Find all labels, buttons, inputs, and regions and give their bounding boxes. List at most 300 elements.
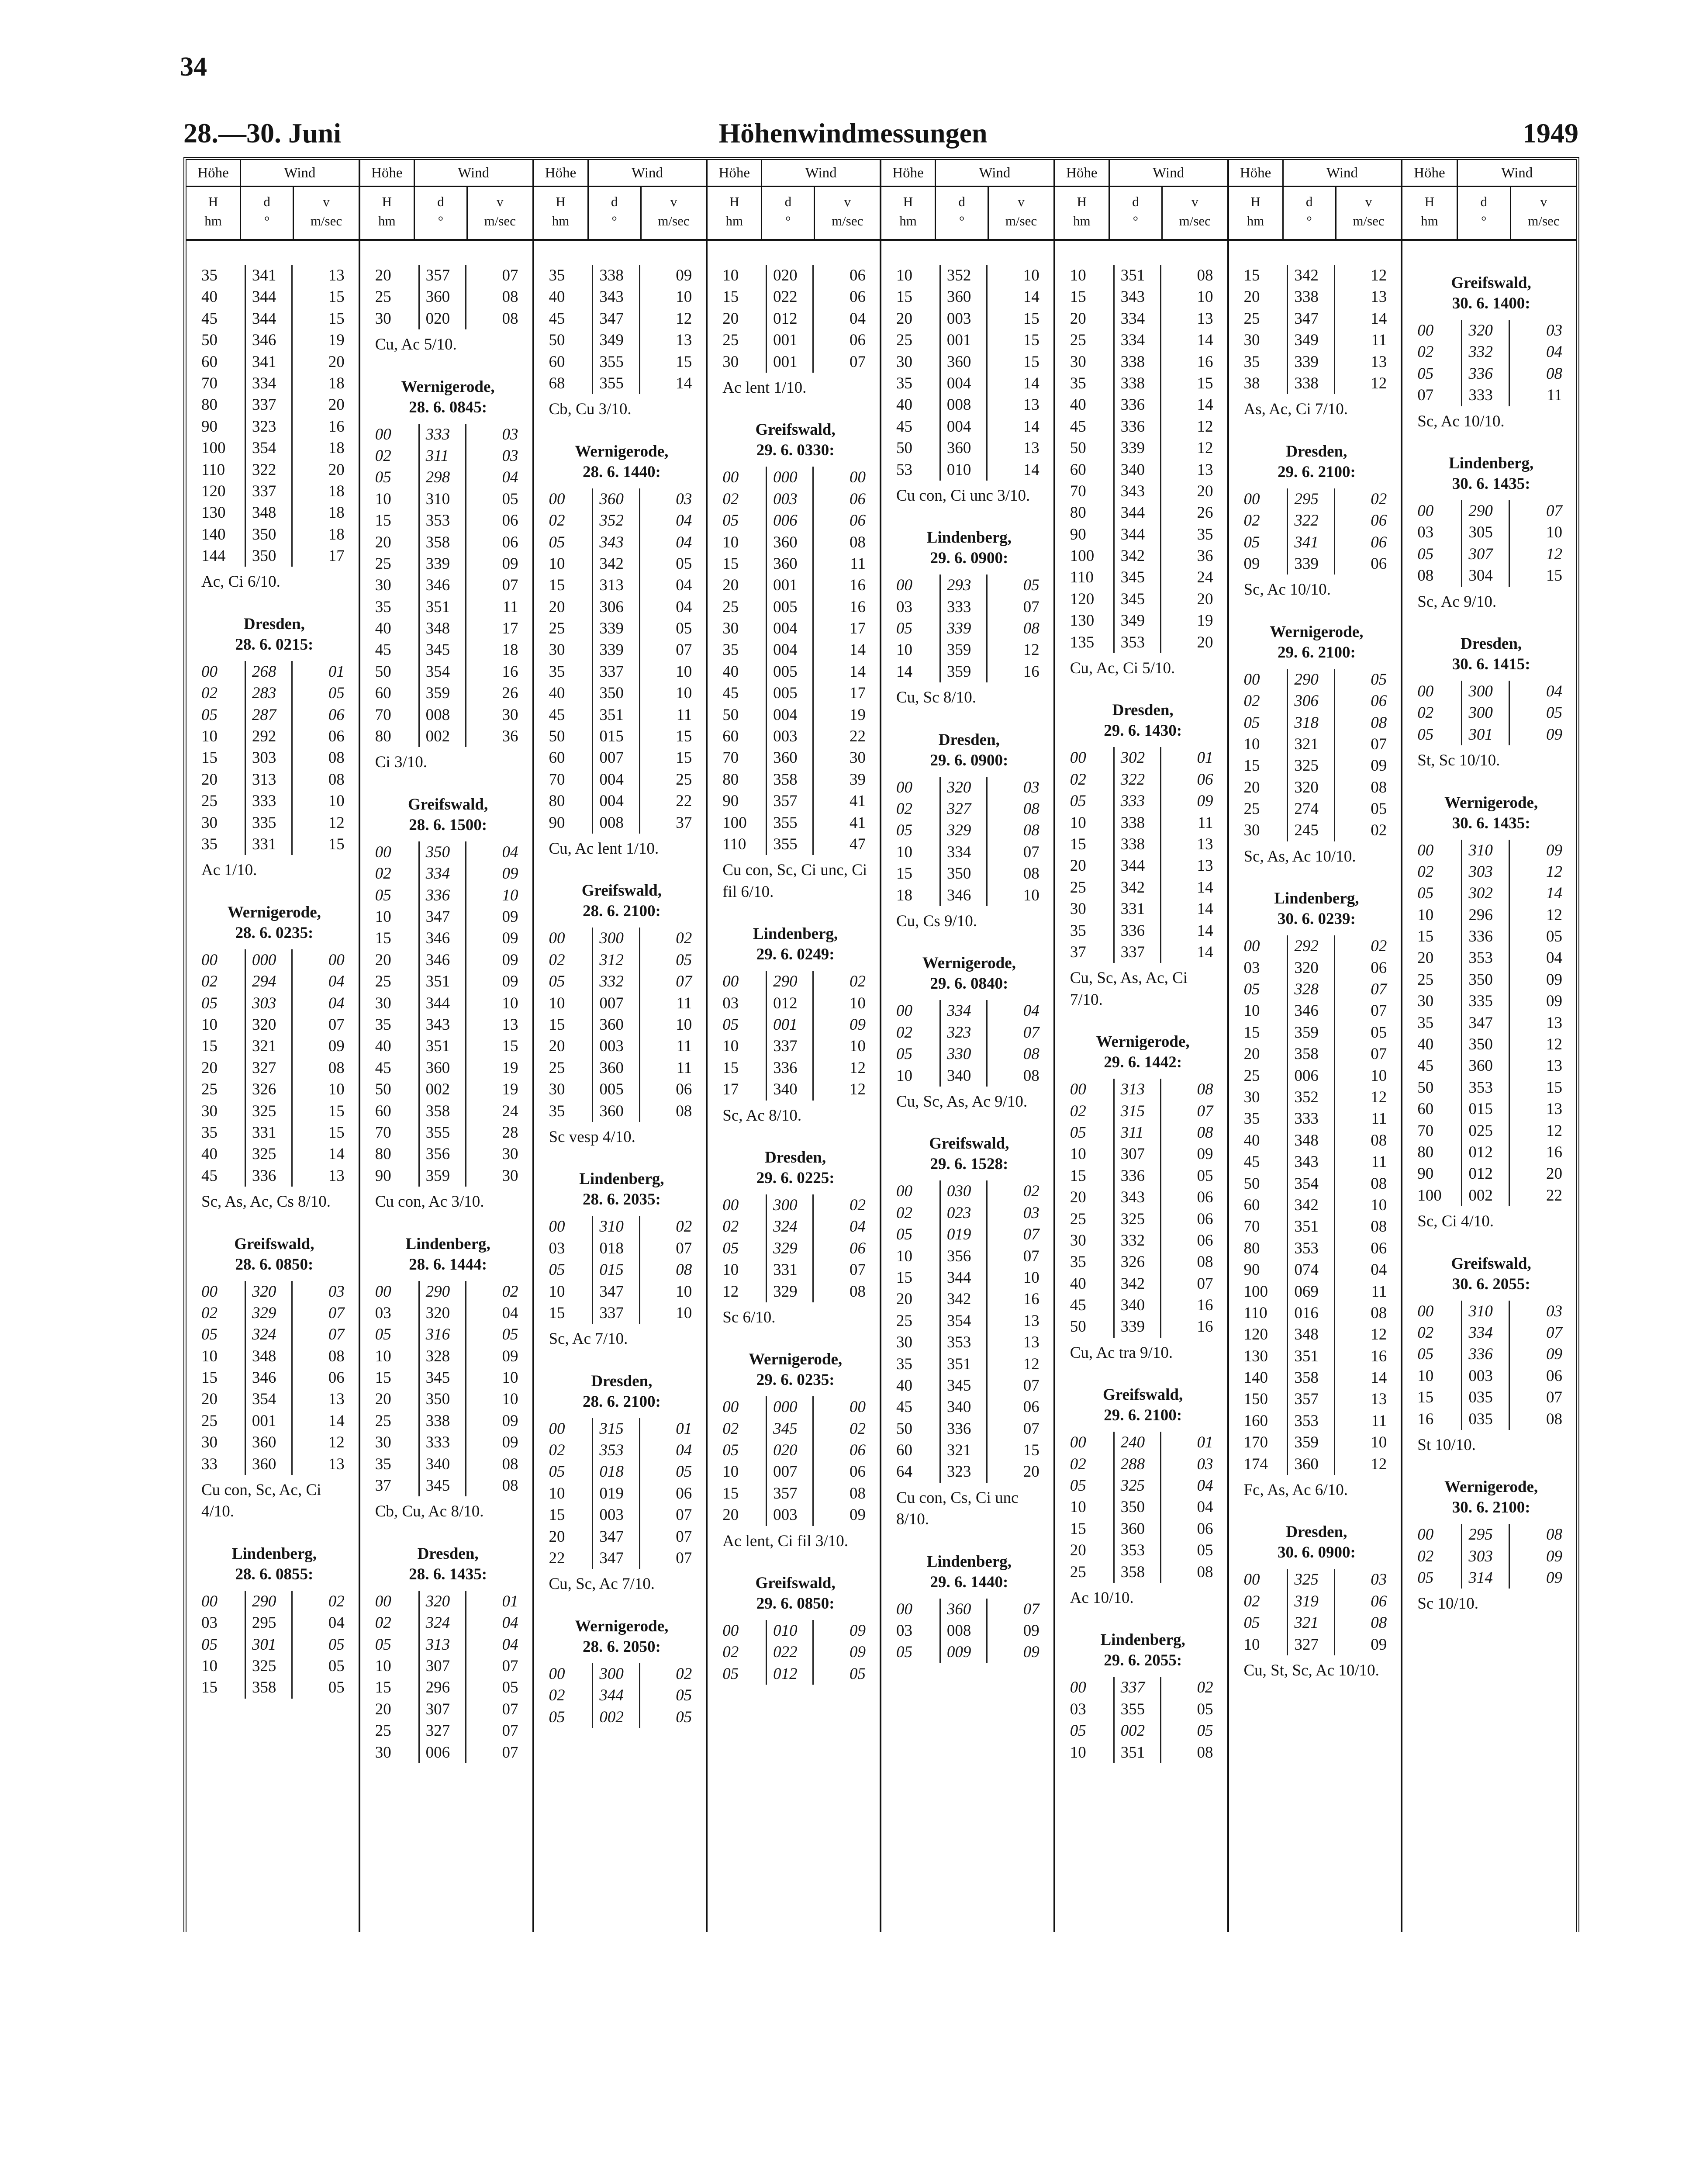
speed-cell: 07 (1334, 734, 1395, 755)
table-row (1065, 1273, 1221, 1294)
height-cell: 10 (201, 727, 218, 746)
table-row (1065, 790, 1221, 812)
height-cell: 50 (375, 1080, 391, 1099)
table-row (717, 661, 874, 682)
height-cell: 40 (1417, 1035, 1434, 1054)
table-row (891, 798, 1047, 820)
speed-cell: 19 (291, 329, 352, 351)
height-cell: 40 (201, 1145, 218, 1163)
height-cell: 35 (1243, 1110, 1260, 1128)
speed-cell: 01 (639, 1418, 700, 1440)
height-cell: 14 (896, 662, 912, 681)
height-cell: 25 (1243, 309, 1260, 328)
table-row (717, 1259, 874, 1281)
table-row (717, 575, 874, 596)
direction-cell: 325 (1113, 1475, 1160, 1496)
speed-cell: 15 (291, 834, 352, 855)
height-cell: 100 (1243, 1282, 1268, 1301)
cloud-note: Sc 6/10. (722, 1308, 776, 1326)
speed-cell: 07 (639, 1547, 700, 1569)
direction-cell: 019 (592, 1483, 639, 1504)
speed-cell: 06 (812, 488, 874, 510)
speed-cell: 07 (986, 1246, 1047, 1267)
table-row (717, 596, 874, 618)
table-row (1065, 877, 1221, 898)
station-heading (370, 377, 526, 418)
direction-cell: 313 (1113, 1079, 1160, 1100)
height-cell: 25 (1417, 970, 1434, 989)
height-cell: 35 (201, 1123, 218, 1142)
height-cell: 05 (1243, 533, 1260, 551)
direction-cell: 339 (939, 618, 986, 639)
table-row (370, 1432, 526, 1453)
height-cell: 30 (201, 1433, 218, 1452)
height-cell: 05 (722, 1441, 739, 1460)
height-cell: 05 (201, 994, 218, 1012)
height-cell: 15 (201, 749, 218, 767)
direction-cell: 351 (592, 704, 639, 726)
height-cell: 30 (375, 1433, 391, 1452)
speed-cell: 13 (1334, 1388, 1395, 1410)
speed-cell: 04 (986, 1000, 1047, 1021)
direction-cell: 336 (245, 1165, 291, 1187)
direction-cell: 020 (418, 308, 465, 329)
direction-cell: 337 (592, 661, 639, 682)
speed-cell: 03 (639, 488, 700, 510)
height-cell: 90 (549, 813, 565, 832)
height-cell: 90 (1417, 1165, 1434, 1183)
direction-cell: 340 (1113, 1294, 1160, 1316)
direction-cell: 360 (1461, 1055, 1509, 1076)
column-header (881, 160, 1053, 241)
table-row (1412, 1055, 1570, 1076)
table-row (370, 661, 526, 682)
table-row (1239, 373, 1395, 394)
height-cell: 02 (1070, 1455, 1086, 1473)
table-row (196, 437, 352, 459)
station-time: 29. 6. 0850: (756, 1595, 835, 1613)
hm-label: hm (204, 213, 222, 228)
table-row (1239, 734, 1395, 755)
direction-cell: 003 (1461, 1365, 1509, 1387)
table-row (1065, 437, 1221, 459)
height-cell: 20 (896, 1290, 912, 1308)
direction-cell: 003 (592, 1035, 639, 1057)
speed-cell: 06 (812, 1238, 874, 1259)
station-heading (1239, 441, 1395, 482)
speed-cell: 10 (1160, 286, 1221, 308)
table-row (1239, 1130, 1395, 1151)
table-row (544, 1259, 700, 1281)
speed-cell: 10 (639, 1014, 700, 1035)
table-row (1065, 502, 1221, 523)
direction-cell: 300 (1461, 681, 1509, 702)
direction-cell: 310 (1461, 840, 1509, 861)
station-name: Wernigerode, (401, 377, 495, 396)
speed-cell: 03 (1509, 320, 1570, 341)
height-cell: 45 (1417, 1057, 1434, 1075)
speed-cell: 18 (291, 524, 352, 545)
cloud-note: Cu con, Ac 3/10. (375, 1193, 484, 1211)
direction-cell: 349 (1287, 329, 1333, 351)
height-cell: 02 (549, 951, 565, 969)
speed-cell: 04 (465, 1634, 526, 1655)
table-row (891, 596, 1047, 618)
direction-cell: 350 (592, 682, 639, 704)
direction-cell: 298 (418, 467, 465, 488)
table-row (1065, 1316, 1221, 1337)
table-row (1065, 1475, 1221, 1496)
height-cell: 15 (896, 1268, 912, 1287)
column-header (534, 160, 706, 241)
table-row (717, 286, 874, 308)
direction-cell: 020 (766, 1440, 812, 1461)
height-cell: 00 (549, 1665, 565, 1683)
station-time: 29. 6. 1528: (930, 1155, 1008, 1173)
speed-cell: 11 (1160, 812, 1221, 834)
table-row (717, 1057, 874, 1079)
speed-cell: 03 (291, 1281, 352, 1302)
table-row (1065, 567, 1221, 588)
table-row (370, 1699, 526, 1720)
direction-cell: 004 (939, 373, 986, 394)
table-row (370, 971, 526, 992)
height-cell: 00 (549, 490, 565, 508)
direction-cell: 035 (1461, 1387, 1509, 1408)
deg-label: ° (959, 213, 965, 228)
height-cell: 10 (1417, 1367, 1434, 1385)
speed-cell: 30 (465, 1143, 526, 1165)
table-row (196, 545, 352, 567)
speed-cell: 39 (812, 769, 874, 790)
station-name: Greifswald, (581, 882, 662, 900)
table-column (360, 160, 534, 1932)
speed-cell: 13 (1160, 308, 1221, 329)
height-cell: 80 (375, 1145, 391, 1163)
speed-cell: 03 (1334, 1569, 1395, 1590)
height-cell: 25 (896, 1312, 912, 1330)
speed-cell: 04 (465, 1302, 526, 1324)
station-time: 29. 6. 2055: (1104, 1651, 1182, 1670)
height-cell: 90 (1070, 525, 1086, 543)
table-row (1239, 1087, 1395, 1108)
speed-cell: 04 (1509, 681, 1570, 702)
height-cell: 00 (1243, 670, 1260, 689)
speed-cell: 13 (1160, 459, 1221, 481)
table-row (1065, 1230, 1221, 1251)
table-row (196, 1612, 352, 1634)
height-cell: 70 (1070, 482, 1086, 500)
cloud-note: Sc, Ac 7/10. (549, 1330, 628, 1348)
speed-cell: 04 (812, 308, 874, 329)
height-cell: 02 (896, 800, 912, 818)
table-row (370, 993, 526, 1014)
speed-cell: 12 (812, 1057, 874, 1079)
speed-cell: 09 (812, 1641, 874, 1663)
table-row (891, 1065, 1047, 1087)
speed-cell: 10 (986, 265, 1047, 286)
speed-cell: 08 (986, 798, 1047, 820)
cloud-note: Cb, Cu, Ac 8/10. (375, 1502, 484, 1521)
speed-cell: 08 (1334, 712, 1395, 734)
direction-cell: 334 (245, 373, 291, 394)
height-cell: 00 (896, 1600, 912, 1618)
direction-cell: 319 (1287, 1591, 1333, 1612)
height-cell: 00 (1417, 841, 1434, 859)
table-row (544, 575, 700, 596)
direction-cell: 268 (245, 661, 291, 682)
height-cell: 02 (549, 1686, 565, 1705)
table-row (1412, 1524, 1570, 1545)
speed-cell: 09 (465, 928, 526, 949)
table-row (1065, 1561, 1221, 1583)
speed-cell: 05 (465, 1677, 526, 1698)
speed-cell: 07 (1509, 1322, 1570, 1343)
table-row (370, 1281, 526, 1302)
height-cell: 10 (201, 1347, 218, 1365)
height-cell: 35 (722, 641, 739, 659)
station-time: 30. 6. 1435: (1452, 474, 1530, 493)
direction-cell: 018 (592, 1238, 639, 1259)
station-name: Greifswald, (234, 1235, 314, 1253)
height-cell: 70 (375, 706, 391, 724)
cloud-note: St, Sc 10/10. (1417, 751, 1500, 770)
table-row (1239, 1367, 1395, 1388)
speed-cell: 15 (1509, 565, 1570, 586)
station-name: Dresden, (938, 730, 1000, 749)
direction-cell: 015 (1461, 1098, 1509, 1120)
table-row (196, 1122, 352, 1143)
direction-cell: 359 (1287, 1022, 1333, 1043)
height-cell: 10 (549, 994, 565, 1012)
direction-cell: 344 (939, 1267, 986, 1288)
table-row (1412, 990, 1570, 1012)
speed-cell: 13 (986, 1310, 1047, 1332)
height-cell: 00 (201, 951, 218, 969)
table-row (544, 1526, 700, 1547)
height-cell: 05 (549, 533, 565, 551)
height-cell: 35 (375, 1015, 391, 1034)
table-row (370, 1079, 526, 1100)
table-row (891, 1202, 1047, 1224)
speed-cell: 19 (1160, 610, 1221, 631)
direction-cell: 069 (1287, 1281, 1333, 1302)
wind-label: Wind (458, 165, 490, 181)
height-cell: 60 (1070, 460, 1086, 479)
table-row (891, 1461, 1047, 1482)
height-cell: 45 (549, 309, 565, 328)
speed-cell: 15 (291, 286, 352, 308)
height-cell: 02 (896, 1204, 912, 1222)
direction-cell: 353 (1287, 1238, 1333, 1259)
table-row (370, 1742, 526, 1763)
station-heading (1412, 1253, 1570, 1294)
table-row (1412, 1034, 1570, 1055)
height-cell: 20 (1070, 309, 1086, 328)
speed-cell: 01 (291, 661, 352, 682)
height-cell: 02 (722, 490, 739, 508)
direction-cell: 008 (939, 394, 986, 415)
height-cell: 00 (549, 1419, 565, 1438)
speed-cell: 07 (986, 1418, 1047, 1440)
hm-label: hm (725, 213, 743, 228)
speed-cell: 08 (812, 1281, 874, 1302)
direction-cell: 350 (418, 841, 465, 863)
height-cell: 20 (375, 533, 391, 551)
height-cell: 60 (201, 353, 218, 371)
direction-cell: 321 (1287, 734, 1333, 755)
direction-cell: 333 (1287, 1108, 1333, 1129)
speed-cell: 22 (1509, 1185, 1570, 1206)
direction-cell: 345 (418, 1367, 465, 1388)
height-cell: 17 (722, 1080, 739, 1099)
station-time: 28. 6. 1435: (409, 1565, 487, 1583)
height-cell: 20 (201, 1059, 218, 1077)
table-row (544, 1504, 700, 1526)
station-time: 29. 6. 0900: (930, 549, 1008, 568)
speed-cell: 05 (465, 488, 526, 510)
direction-cell: 360 (245, 1454, 291, 1475)
direction-cell: 008 (939, 1620, 986, 1641)
table-row (370, 885, 526, 906)
direction-cell: 350 (245, 545, 291, 567)
direction-cell: 357 (418, 265, 465, 286)
speed-cell: 09 (465, 553, 526, 575)
speed-cell: 09 (465, 1410, 526, 1432)
direction-cell: 283 (245, 682, 291, 704)
speed-cell: 03 (465, 445, 526, 467)
speed-cell: 09 (812, 1620, 874, 1641)
height-cell: 10 (201, 1015, 218, 1034)
wind-label: Wind (1326, 165, 1358, 181)
table-row (370, 726, 526, 747)
direction-cell: 335 (245, 812, 291, 834)
direction-cell: 294 (245, 971, 291, 992)
height-cell: 00 (896, 1002, 912, 1020)
direction-cell: 006 (418, 1742, 465, 1763)
height-cell: 00 (1070, 1080, 1086, 1099)
height-cell: 10 (549, 554, 565, 573)
height-cell: 50 (1070, 439, 1086, 457)
hoehe-label: Höhe (534, 160, 589, 186)
direction-cell: 354 (245, 437, 291, 459)
speed-cell: 08 (639, 1259, 700, 1281)
speed-cell: 10 (1334, 1194, 1395, 1216)
table-row (1065, 1432, 1221, 1453)
direction-cell: 300 (1461, 702, 1509, 723)
speed-cell: 10 (291, 790, 352, 812)
direction-cell: 360 (592, 488, 639, 510)
station-name: Wernigerode, (749, 1350, 843, 1369)
speed-cell: 08 (1160, 1122, 1221, 1143)
height-cell: 35 (201, 267, 218, 284)
column-header (1229, 160, 1401, 241)
speed-cell: 10 (986, 1267, 1047, 1288)
speed-cell: 02 (812, 971, 874, 992)
table-row (717, 1238, 874, 1259)
speed-cell: 15 (986, 329, 1047, 351)
speed-cell: 06 (465, 532, 526, 553)
direction-cell: 318 (1287, 712, 1333, 734)
direction-cell: 329 (766, 1238, 812, 1259)
direction-cell: 012 (766, 308, 812, 329)
speed-cell: 10 (639, 661, 700, 682)
speed-cell: 10 (812, 1035, 874, 1057)
table-row (370, 1014, 526, 1035)
table-row (1239, 1432, 1395, 1453)
speed-cell: 05 (639, 618, 700, 639)
direction-cell: 001 (766, 329, 812, 351)
height-cell: 00 (722, 1622, 739, 1640)
ms-label: m/sec (484, 213, 516, 228)
table-row (717, 971, 874, 992)
speed-cell: 05 (1160, 1540, 1221, 1561)
speed-cell: 04 (812, 1216, 874, 1237)
direction-cell: 358 (1113, 1561, 1160, 1583)
direction-cell: 340 (418, 1454, 465, 1475)
station-time: 30. 6. 1415: (1452, 655, 1530, 673)
direction-cell: 022 (766, 286, 812, 308)
speed-cell: 02 (1334, 820, 1395, 841)
height-cell: 16 (1417, 1410, 1434, 1428)
table-row (196, 993, 352, 1014)
height-cell: 15 (375, 1369, 391, 1387)
hoehe-label: Höhe (360, 160, 415, 186)
table-row (1239, 1259, 1395, 1281)
hm-label: hm (552, 213, 570, 228)
table-row (196, 394, 352, 415)
speed-cell: 11 (1334, 1410, 1395, 1432)
station-time: 30. 6. 1435: (1452, 814, 1530, 832)
table-row (891, 1620, 1047, 1641)
speed-cell: 04 (1160, 1475, 1221, 1496)
height-cell: 02 (1417, 343, 1434, 361)
direction-cell: 351 (418, 971, 465, 992)
table-row (1239, 1065, 1395, 1087)
hm-label: hm (1421, 213, 1438, 228)
height-cell: 35 (549, 662, 565, 681)
station-name: Lindenberg, (405, 1235, 490, 1253)
table-row (370, 510, 526, 531)
station-name: Lindenberg, (753, 925, 838, 943)
direction-cell: 245 (1287, 820, 1333, 841)
speed-cell: 20 (1160, 588, 1221, 610)
table-row (544, 596, 700, 618)
table-row (891, 1396, 1047, 1418)
height-cell: 15 (1243, 1023, 1260, 1042)
direction-cell: 002 (1113, 1720, 1160, 1741)
height-cell: 15 (549, 576, 565, 595)
direction-cell: 003 (766, 726, 812, 747)
direction-cell: 302 (1461, 883, 1509, 904)
height-cell: 40 (1070, 1274, 1086, 1293)
direction-cell: 320 (939, 777, 986, 798)
table-row (891, 1246, 1047, 1267)
height-cell: 50 (1417, 1078, 1434, 1097)
height-cell: 05 (896, 1225, 912, 1244)
table-row (544, 1216, 700, 1237)
station-heading (1065, 700, 1221, 741)
height-cell: 15 (549, 1304, 565, 1322)
speed-cell: 15 (1160, 373, 1221, 394)
direction-cell: 002 (418, 1079, 465, 1100)
direction-cell: 015 (592, 726, 639, 747)
height-cell: 00 (722, 1398, 739, 1416)
speed-cell: 13 (986, 1332, 1047, 1353)
table-row (1239, 1000, 1395, 1021)
cloud-note: Cu, Ac 5/10. (375, 336, 457, 354)
height-cell: 12 (722, 1282, 739, 1301)
